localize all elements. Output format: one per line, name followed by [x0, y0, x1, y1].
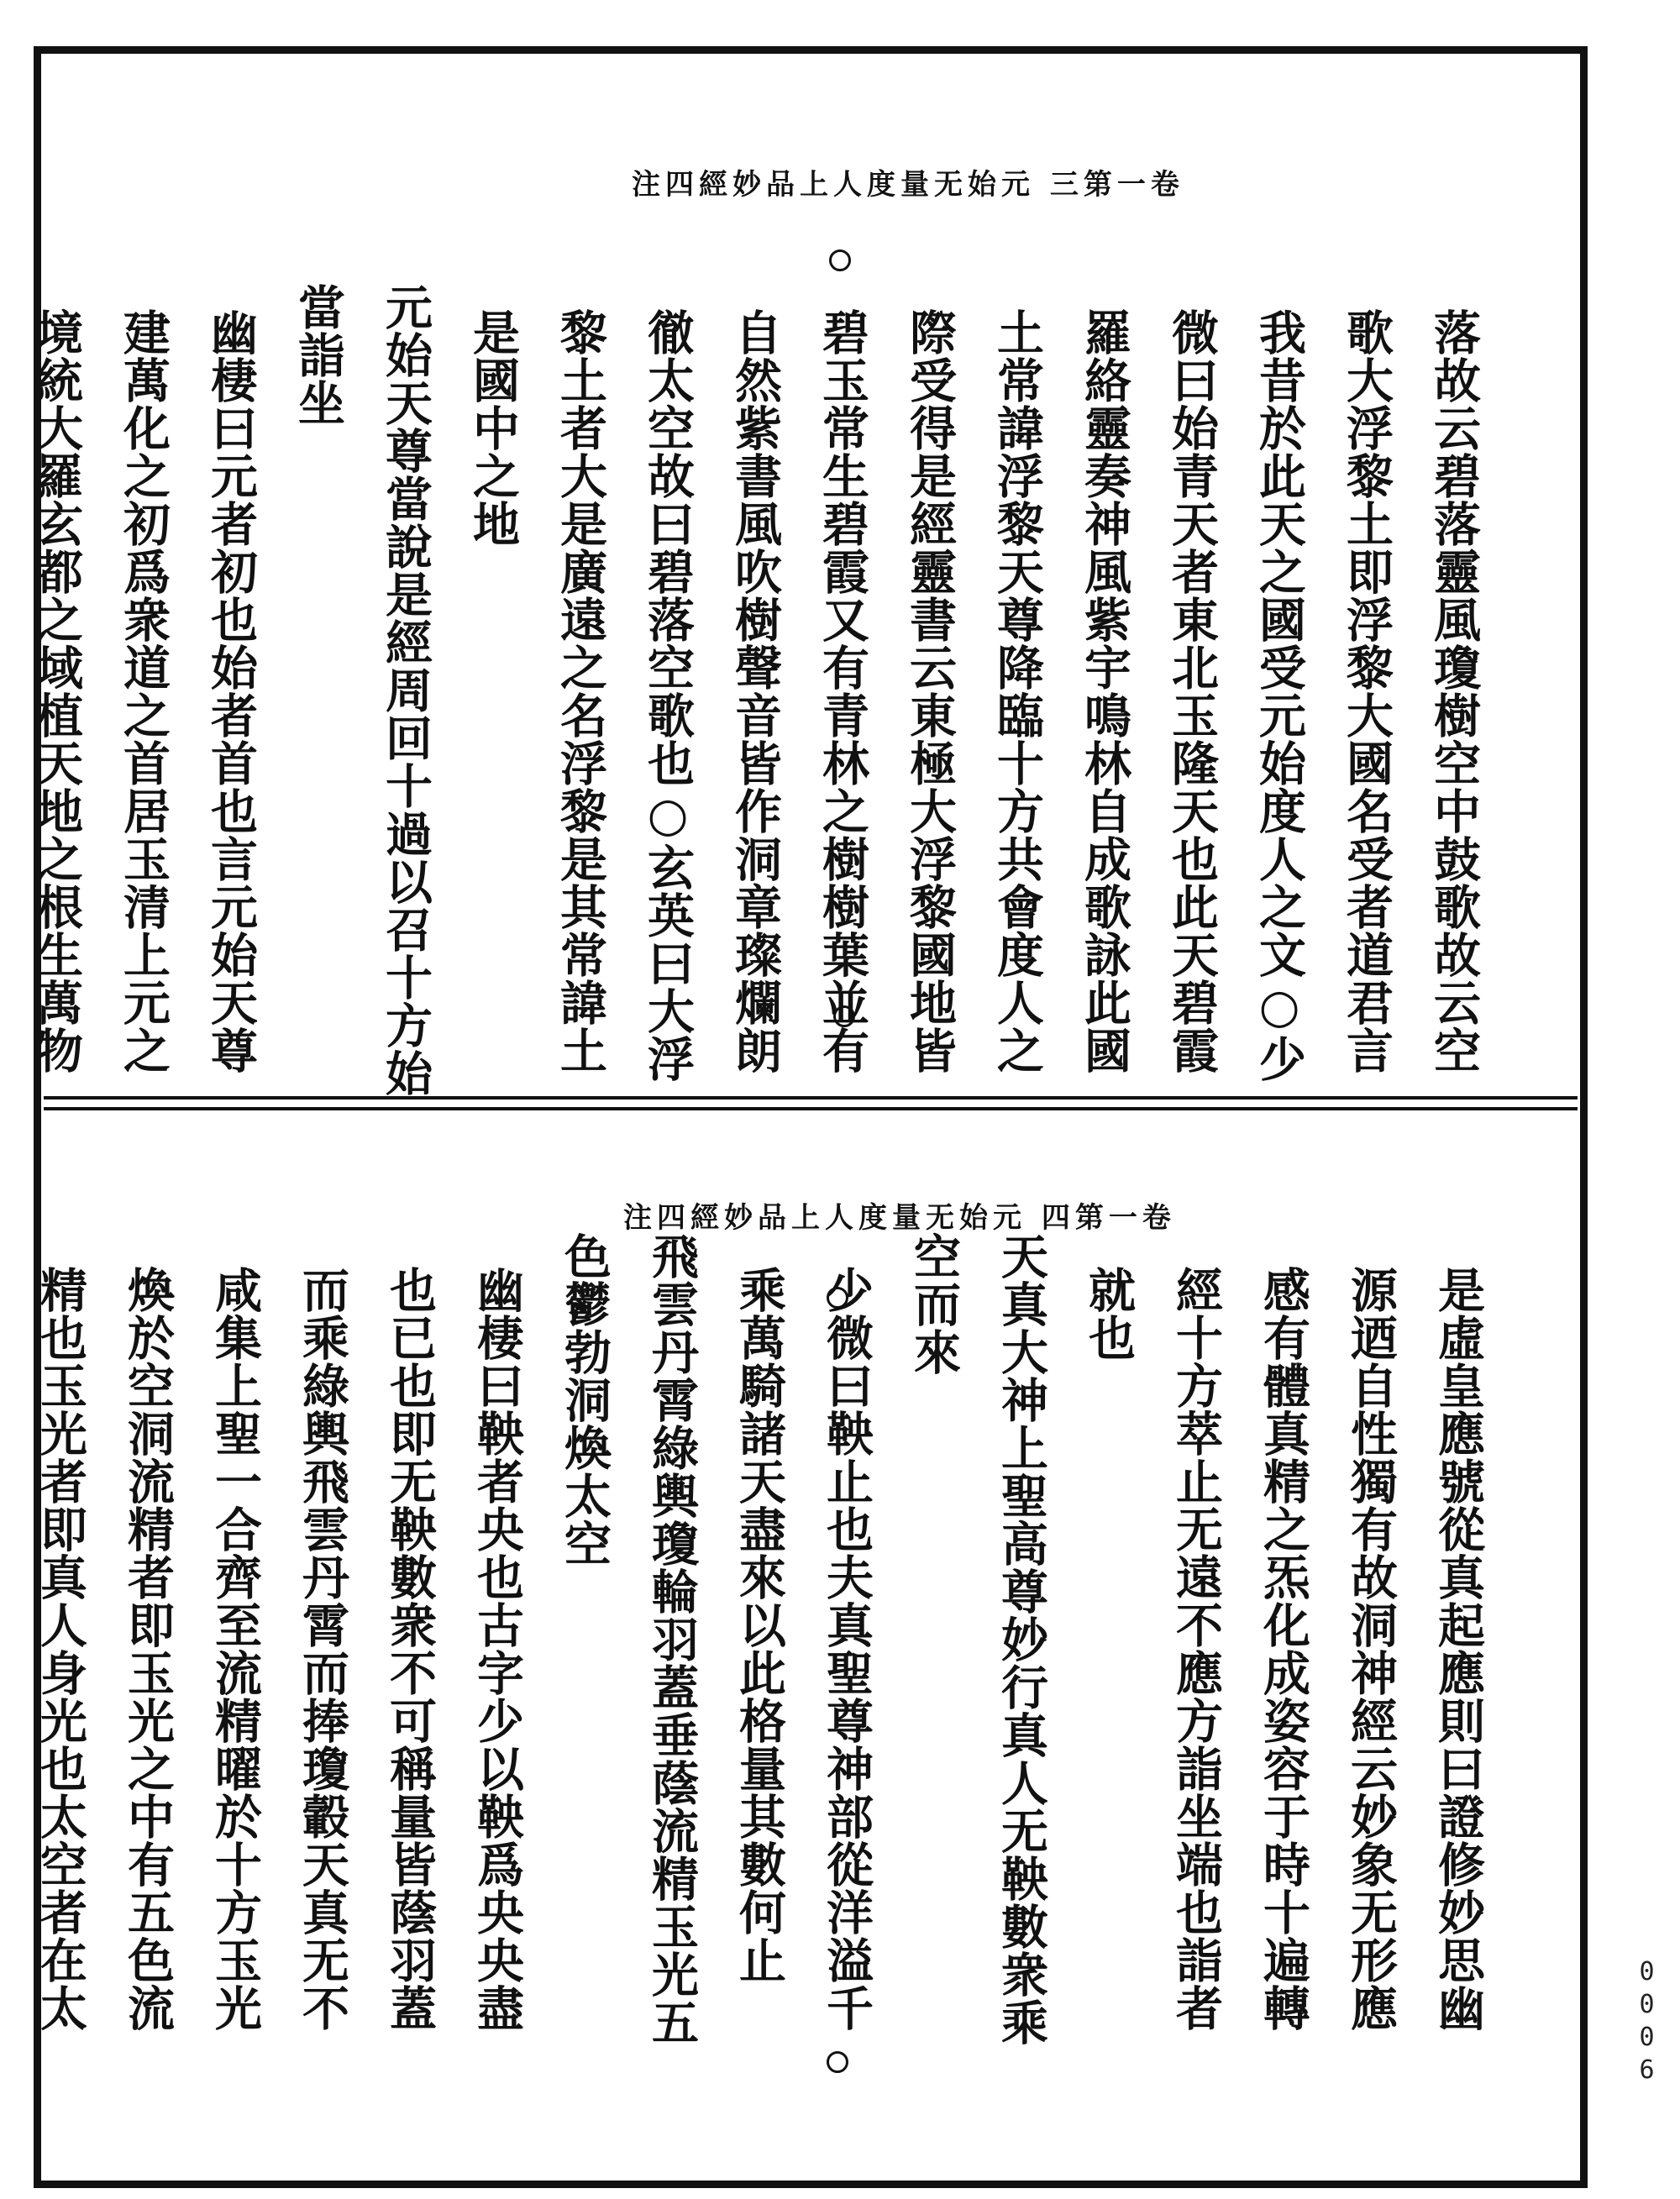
text-column: 也已也即无鞅數衆不可稱量皆蔭羽蓋 — [382, 1266, 438, 2032]
bottom-header-volume: 卷一第四 — [1041, 1201, 1176, 1235]
text-column — [0, 1266, 17, 2040]
top-text-columns — [0, 283, 1498, 1097]
text-column: 微曰始青天者東北玉隆天也此天碧霞 — [1164, 308, 1220, 1074]
text-column: 精也玉光者即真人身光也太空者在太 — [33, 1266, 88, 2032]
text-column: 土常諱浮黎天尊降臨十方共會度人之 — [990, 308, 1045, 1074]
text-column-scripture: 當詣坐 — [291, 283, 346, 427]
text-column: 徹太空故曰碧落空歌也○玄英曰大浮 — [640, 308, 696, 1083]
margin-circle-mark — [829, 249, 851, 271]
text-column-scripture: 元始天尊當說是經周回十過以召十方始 — [378, 283, 433, 1097]
text-column — [0, 308, 13, 1074]
top-header-title: 元始无量度人上品妙經四注 — [632, 168, 1035, 202]
text-column: 我昔於此天之國受元始度人之文○少 — [1252, 308, 1307, 1083]
bottom-text-columns — [0, 1232, 1502, 2046]
bottom-header-title: 元始无量度人上品妙經四注 — [623, 1201, 1026, 1235]
text-column: 歌大浮黎土即浮黎大國名受者道君言 — [1339, 308, 1394, 1074]
margin-circle-mark — [833, 1005, 855, 1027]
text-column-scripture: 空而來 — [906, 1232, 962, 1376]
top-header — [632, 161, 1243, 202]
text-column: 境統大羅玄都之域植天地之根生萬物 — [29, 308, 84, 1074]
text-column: 源迺自性獨有故洞神經云妙象无形應 — [1343, 1266, 1399, 2032]
text-column: 際受得是經靈書云東極大浮黎國地皆 — [902, 308, 958, 1074]
bottom-header — [623, 1194, 1235, 1236]
text-column-scripture: 天真大神上聖高尊妙行真人无鞅數衆乘 — [994, 1232, 1049, 2046]
text-column: 而乘綠輿飛雲丹霄而捧瓊轂天真无不 — [295, 1266, 350, 2032]
text-column: 碧玉常生碧霞又有青林之樹樹葉並有 — [815, 308, 870, 1074]
text-column: 就也 — [1081, 1266, 1137, 1362]
margin-circle-mark — [827, 2051, 848, 2073]
text-column: 羅絡靈奏神風紫宇鳴林自成歌詠此國 — [1077, 308, 1132, 1074]
text-column: 是國中之地 — [465, 308, 521, 548]
text-column: 建萬化之初爲衆道之首居玉清上元之 — [116, 308, 171, 1074]
text-column: 經十方萃止无遠不應方詣坐端也詣者 — [1168, 1266, 1224, 2032]
text-column: 少微曰鞅止也夫真聖尊神部從洋溢千 — [819, 1266, 874, 2032]
top-panel — [29, 56, 1578, 1100]
top-header-volume: 卷一第三 — [1049, 168, 1184, 202]
text-column: 乘萬騎諸天盡來以此格量其數何止 — [732, 1266, 787, 1984]
text-column: 感有體真精之炁化成姿容于時十遍轉 — [1256, 1266, 1311, 2032]
text-column-scripture: 色鬱勃洞煥太空 — [557, 1232, 612, 1567]
text-column: 自然紫書風吹樹聲音皆作洞章璨爛朗 — [727, 308, 783, 1074]
text-column: 煥於空洞流精者即玉光之中有五色流 — [120, 1266, 176, 2032]
text-column: 咸集上聖一合齊至流精曜於十方玉光 — [207, 1266, 263, 2032]
text-column-scripture: 飛雲丹霄綠輿瓊輪羽蓋垂蔭流精玉光五 — [644, 1232, 700, 2046]
text-column: 落故云碧落靈風瓊樹空中鼓歌故云空 — [1426, 308, 1482, 1074]
text-column: 是虛皇應號從真起應則曰證修妙思幽 — [1431, 1266, 1486, 2032]
text-column: 幽棲曰鞅者央也古字少以鞅爲央央盡 — [470, 1266, 525, 2032]
margin-circle-mark — [827, 1287, 848, 1309]
page-number: 0006 — [1632, 1957, 1662, 2088]
bottom-panel — [33, 1107, 1578, 2178]
text-column: 黎土者大是廣遠之名浮黎是其常諱土 — [553, 308, 608, 1074]
text-column: 幽棲曰元者初也始者首也言元始天尊 — [203, 308, 259, 1074]
